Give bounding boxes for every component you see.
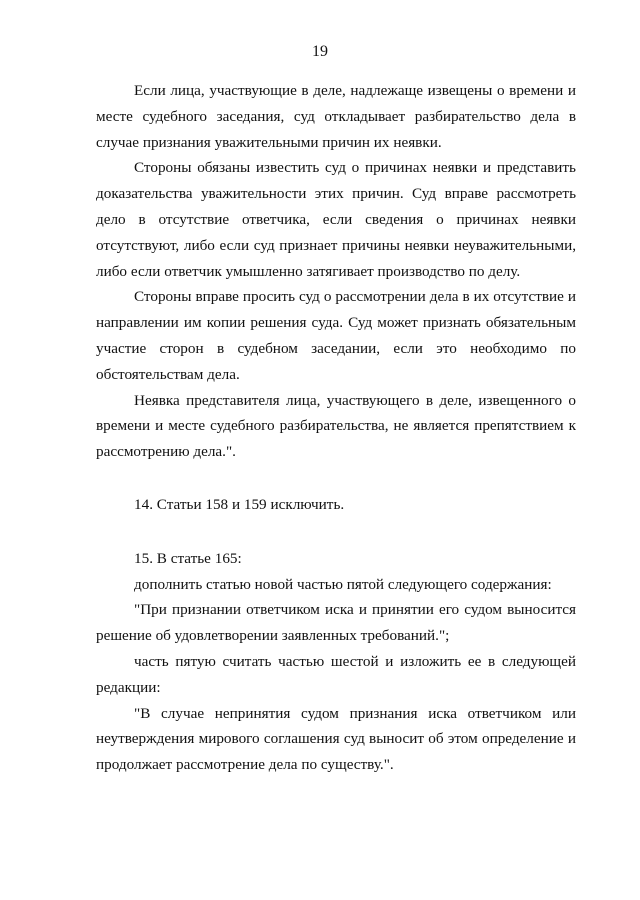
paragraph-absence-request: Стороны вправе просить суд о рассмотрении дела в их отсутствие и направлении им копии решения суда. Суд может признать обязательным участие сторон в судебном заседании, если это необходимо по обстоятельствам дела.: [96, 288, 576, 383]
paragraph-part-six-edition: часть пятую считать частью шестой и изложить ее в следующей редакции:: [96, 652, 576, 696]
paragraph-final-edition: "В случае непринятия судом признания иска ответчиком или неутверждения мирового соглашения суд выносит об этом определение и продолжает рассмотрение дела по существу.".: [96, 704, 576, 774]
paragraph-article-165-heading: 15. В статье 165:: [134, 549, 242, 567]
paragraph-parties-obligations: Стороны обязаны известить суд о причинах неявки и представить доказательства уважительности этих причин. Суд вправе рассмотреть дело в отсутствие ответчика, если сведения о причинах неявки отсутствуют, либо если суд признает причины неявки неуважительными, либо если ответчик умышленно затягивает производство по делу.: [96, 159, 576, 280]
paragraph-postponement-conditions: Если лица, участвующие в деле, надлежаще извещены о времени и месте судебного заседания, суд откладывает разбирательство дела в случае признания уважительными причин их неявки.: [96, 82, 576, 151]
paragraph-claim-admission: "При признании ответчиком иска и принятии его судом выносится решение об удовлетворении заявленных требований.";: [96, 601, 576, 645]
document-body: [96, 78, 576, 778]
page-number: 19: [312, 43, 328, 60]
paragraph-add-part-five: дополнить статью новой частью пятой следующего содержания:: [134, 575, 552, 593]
paragraph-article-exclusion: 14. Статьи 158 и 159 исключить.: [134, 495, 345, 513]
paragraph-representative-absence: Неявка представителя лица, участвующего в деле, извещенного о времени и месте судебного разбирательства, не является препятствием к рассмотрению дела.".: [96, 391, 576, 461]
